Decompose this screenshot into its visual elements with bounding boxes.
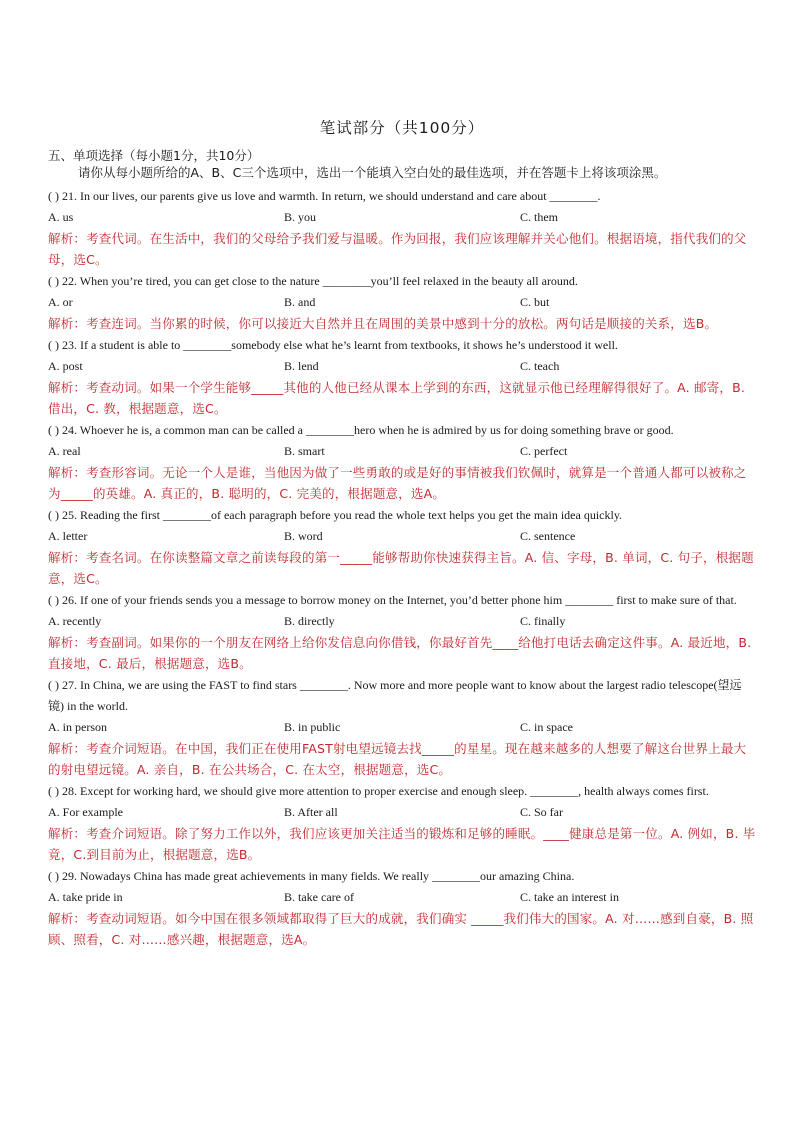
question-stem: ( ) 25. Reading the first ________of each paragraph before you read the whole text helps you get the main idea quickly. bbox=[48, 508, 623, 522]
option-c[interactable]: C. teach bbox=[520, 359, 560, 373]
option-b[interactable]: B. smart bbox=[284, 444, 325, 458]
question-stem: ( ) 23. If a student is able to ________somebody else what he’s learnt from textbooks, it shows he’s understood it well. bbox=[48, 338, 618, 352]
option-row bbox=[48, 802, 756, 823]
question-item bbox=[48, 271, 756, 334]
question-stem: ( ) 26. If one of your friends sends you a message to borrow money on the Internet, you’d better phone him ________ first to make sure of that. bbox=[48, 593, 737, 607]
option-c[interactable]: C. in space bbox=[520, 720, 573, 734]
option-c[interactable]: C. So far bbox=[520, 805, 563, 819]
option-a[interactable]: A. take pride in bbox=[48, 890, 123, 904]
question-stem: ( ) 28. Except for working hard, we should give more attention to proper exercise and enough sleep. ________, health always comes first. bbox=[48, 784, 709, 798]
question-stem: ( ) 24. Whoever he is, a common man can be called a ________hero when he is admired by us for doing something brave or good. bbox=[48, 423, 674, 437]
page-title: 笔试部分（共100分） bbox=[319, 119, 485, 137]
option-a[interactable]: A. For example bbox=[48, 805, 123, 819]
instruction-text: 请你从每小题所给的A、B、C三个选项中，选出一个能填入空白处的最佳选项，并在答题卡上将该项涂黑。 bbox=[78, 165, 667, 180]
option-b[interactable]: B. take care of bbox=[284, 890, 354, 904]
option-c[interactable]: C. them bbox=[520, 210, 558, 224]
option-c[interactable]: C. take an interest in bbox=[520, 890, 619, 904]
question-item bbox=[48, 781, 756, 865]
analysis-text: 解析：考查连词。当你累的时候，你可以接近大自然并且在周围的美景中感到十分的放松。两句话是顺接的关系，选B。 bbox=[48, 316, 718, 331]
question-item bbox=[48, 675, 756, 780]
option-a[interactable]: A. or bbox=[48, 295, 73, 309]
option-row bbox=[48, 441, 756, 462]
option-row bbox=[48, 207, 756, 228]
analysis-text: 解析：考查代词。在生活中，我们的父母给予我们爱与温暖。作为回报，我们应该理解并关心他们。根据语境，指代我们的父母，选C。 bbox=[48, 231, 747, 267]
analysis-text: 解析：考查动词。如果一个学生能够_____其他的人他已经从课本上学到的东西，这就显示他已经理解得很好了。A. 邮寄，B. 借出，C. 教，根据题意，选C。 bbox=[48, 380, 746, 416]
option-b[interactable]: B. in public bbox=[284, 720, 341, 734]
question-item bbox=[48, 866, 756, 950]
question-item bbox=[48, 505, 756, 589]
option-row bbox=[48, 611, 756, 632]
question-item bbox=[48, 420, 756, 504]
option-row bbox=[48, 887, 756, 908]
question-item bbox=[48, 186, 756, 270]
option-row bbox=[48, 356, 756, 377]
option-c[interactable]: C. but bbox=[520, 295, 550, 309]
analysis-text: 解析：考查副词。如果你的一个朋友在网络上给你发信息向你借钱，你最好首先____给他打电话去确定这件事。A. 最近地，B. 直接地，C. 最后，根据题意，选B。 bbox=[48, 635, 752, 671]
option-b[interactable]: B. After all bbox=[284, 805, 338, 819]
option-b[interactable]: B. and bbox=[284, 295, 316, 309]
analysis-text: 解析：考查名词。在你读整篇文章之前读每段的第一_____能够帮助你快速获得主旨。A. 信、字母，B. 单词，C. 句子，根据题意，选C。 bbox=[48, 550, 754, 586]
option-a[interactable]: A. recently bbox=[48, 614, 102, 628]
question-stem: ( ) 27. In China, we are using the FAST to find stars ________. Now more and more people want to know about the largest radio telescope(望远镜) in the world. bbox=[48, 678, 742, 713]
question-item bbox=[48, 590, 756, 674]
option-a[interactable]: A. in person bbox=[48, 720, 107, 734]
analysis-text: 解析：考查形容词。无论一个人是谁，当他因为做了一些勇敢的或是好的事情被我们钦佩时，就算是一个普通人都可以被称之为_____的英雄。A. 真正的，B. 聪明的，C. 完美的，根据题意，选A。 bbox=[48, 465, 747, 501]
option-b[interactable]: B. you bbox=[284, 210, 317, 224]
option-b[interactable]: B. lend bbox=[284, 359, 319, 373]
option-row bbox=[48, 717, 756, 738]
question-item bbox=[48, 335, 756, 419]
analysis-text: 解析：考查动词短语。如今中国在很多领域都取得了巨大的成就，我们确实 _____我们伟大的国家。A. 对……感到自豪，B. 照顾、照看，C. 对……感兴趣，根据题意，选A。 bbox=[48, 911, 754, 947]
option-a[interactable]: A. post bbox=[48, 359, 83, 373]
option-b[interactable]: B. directly bbox=[284, 614, 335, 628]
option-row bbox=[48, 292, 756, 313]
analysis-text: 解析：考查介词短语。在中国，我们正在使用FAST射电望远镜去找_____的星星。现在越来越多的人想要了解这台世界上最大的射电望远镜。A. 亲自，B. 在公共场合，C. 在太空，根据题意，选C。 bbox=[48, 741, 747, 777]
option-c[interactable]: C. sentence bbox=[520, 529, 576, 543]
option-b[interactable]: B. word bbox=[284, 529, 323, 543]
option-row bbox=[48, 526, 756, 547]
question-stem: ( ) 22. When you’re tired, you can get close to the nature ________you’ll feel relaxed in the beauty all around. bbox=[48, 274, 578, 288]
question-list bbox=[48, 186, 756, 951]
question-stem: ( ) 21. In our lives, our parents give us love and warmth. In return, we should understand and care about ________. bbox=[48, 189, 601, 203]
analysis-text: 解析：考查介词短语。除了努力工作以外，我们应该更加关注适当的锻炼和足够的睡眠。____健康总是第一位。A. 例如，B. 毕竟，C.到目前为止，根据题意，选B。 bbox=[48, 826, 756, 862]
section-heading: 五、单项选择（每小题1分，共10分） bbox=[48, 148, 260, 163]
option-a[interactable]: A. us bbox=[48, 210, 74, 224]
option-a[interactable]: A. real bbox=[48, 444, 81, 458]
option-c[interactable]: C. perfect bbox=[520, 444, 568, 458]
question-stem: ( ) 29. Nowadays China has made great achievements in many fields. We really ________our amazing China. bbox=[48, 869, 575, 883]
option-a[interactable]: A. letter bbox=[48, 529, 88, 543]
option-c[interactable]: C. finally bbox=[520, 614, 566, 628]
